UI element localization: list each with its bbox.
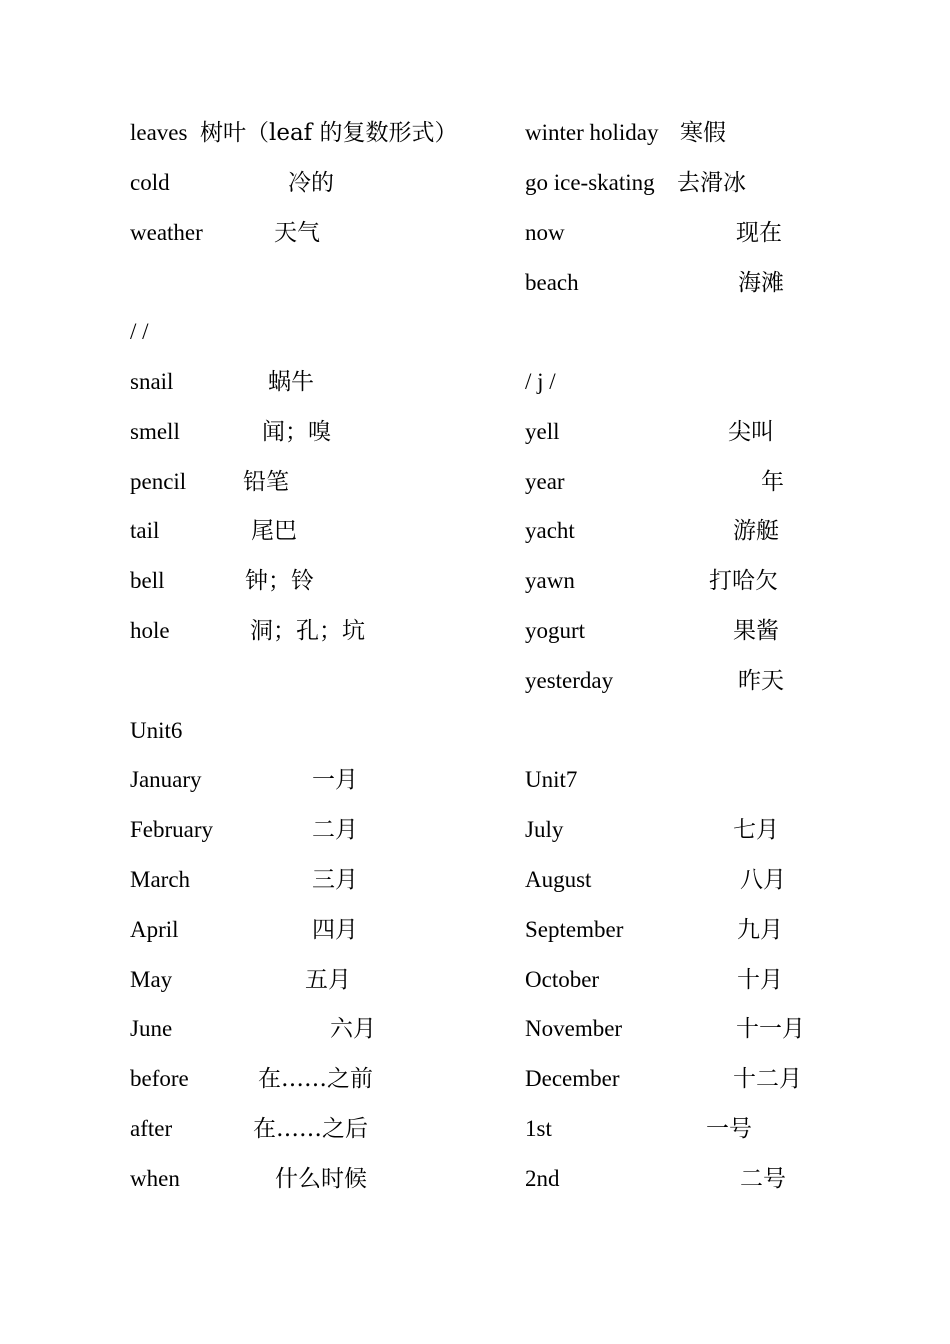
vocab-cn-beach: 海滩 [738,270,784,296]
vocab-cn-after: 在……之后 [253,1116,368,1142]
vocab-cn-bell: 钟；铃 [245,568,314,594]
vocab-en-yesterday: yesterday [525,668,614,693]
vocab-en-bell: bell [130,568,165,593]
vocab-en-weather: weather [130,220,203,245]
vocab-cn-november: 十一月 [736,1016,805,1042]
vocab-cn-1st: 一号 [706,1116,752,1142]
vocab-cn-before: 在……之前 [258,1066,373,1092]
vocab-en-tail: tail [130,518,160,543]
vocab-en-yawn: yawn [525,568,575,593]
vocab-cn-yesterday: 昨天 [738,668,784,694]
vocab-en-cold: cold [130,170,170,195]
vocab-en-august: August [525,867,592,892]
vocab-en-1st: 1st [525,1116,552,1141]
vocab-cn-september: 九月 [737,917,783,943]
vocab-en-smell: smell [130,419,180,444]
vocab-en-yell: yell [525,419,560,444]
vocab-cn-december: 十二月 [733,1066,802,1092]
vocab-cn-yell: 尖叫 [728,419,774,445]
vocab-en-after: after [130,1116,173,1141]
vocab-cn-when: 什么时候 [275,1166,367,1192]
vocab-cn-now: 现在 [736,220,782,246]
vocab-cn-yacht: 游艇 [733,518,779,544]
vocab-en-snail: snail [130,369,174,394]
vocab-en-hole: hole [130,618,170,643]
vocab-en-when: when [130,1166,180,1191]
vocab-cn-yawn: 打哈欠 [709,568,778,594]
vocab-cn-weather: 天气 [274,220,320,246]
vocab-cn-pencil: 铅笔 [243,469,289,495]
vocab-cn-july: 七月 [733,817,779,843]
vocab-cn-march: 三月 [312,867,358,893]
vocab-en-now: now [525,220,565,245]
phonetic-heading-left: / / [130,319,149,344]
vocab-en-may: May [130,967,173,992]
vocab-cn-2nd: 二号 [740,1166,786,1192]
vocab-en-june: June [130,1016,173,1041]
vocab-en-yogurt: yogurt [525,618,586,643]
vocab-cn-winter-holiday: 寒假 [680,120,726,146]
vocab-cn-may: 五月 [305,967,351,993]
vocab-en-beach: beach [525,270,579,295]
vocab-en-february: February [130,817,214,842]
vocab-cn-hole: 洞；孔；坑 [250,618,365,644]
vocab-en-january: January [130,767,202,792]
vocab-cn-yogurt: 果酱 [733,618,779,644]
vocab-en-winter-holiday: winter holiday [525,120,659,145]
vocab-en-march: March [130,867,191,892]
vocab-en-july: July [525,817,564,842]
vocab-en-november: November [525,1016,623,1041]
vocab-en-october: October [525,967,600,992]
vocab-cn-august: 八月 [740,867,786,893]
vocab-en-december: December [525,1066,620,1091]
vocab-en-go-ice-skating: go ice-skating [525,170,655,195]
vocab-en-2nd: 2nd [525,1166,560,1191]
vocab-cn-tail: 尾巴 [251,518,297,544]
vocab-en-april: April [130,917,179,942]
unit6-title: Unit6 [130,718,183,743]
vocab-cn-snail: 蜗牛 [268,369,314,395]
vocab-cn-june: 六月 [330,1016,376,1042]
vocab-en-yacht: yacht [525,518,575,543]
vocab-en-pencil: pencil [130,469,187,494]
vocab-cn-smell: 闻；嗅 [262,419,331,445]
vocab-cn-february: 二月 [312,817,358,843]
vocab-en-year: year [525,469,565,494]
vocab-cn-leaves: 树叶（leaf 的复数形式） [200,120,458,146]
vocab-cn-go-ice-skating: 去滑冰 [677,170,746,196]
unit7-title: Unit7 [525,767,578,792]
vocab-cn-january: 一月 [312,767,358,793]
vocab-cn-april: 四月 [312,917,358,943]
vocab-cn-year: 年 [761,469,784,495]
vocab-en-september: September [525,917,624,942]
vocab-en-leaves: leaves [130,120,188,145]
vocab-cn-october: 十月 [737,967,783,993]
vocab-cn-cold: 冷的 [288,170,334,196]
phonetic-heading-right: / j / [525,369,556,394]
vocab-en-before: before [130,1066,189,1091]
